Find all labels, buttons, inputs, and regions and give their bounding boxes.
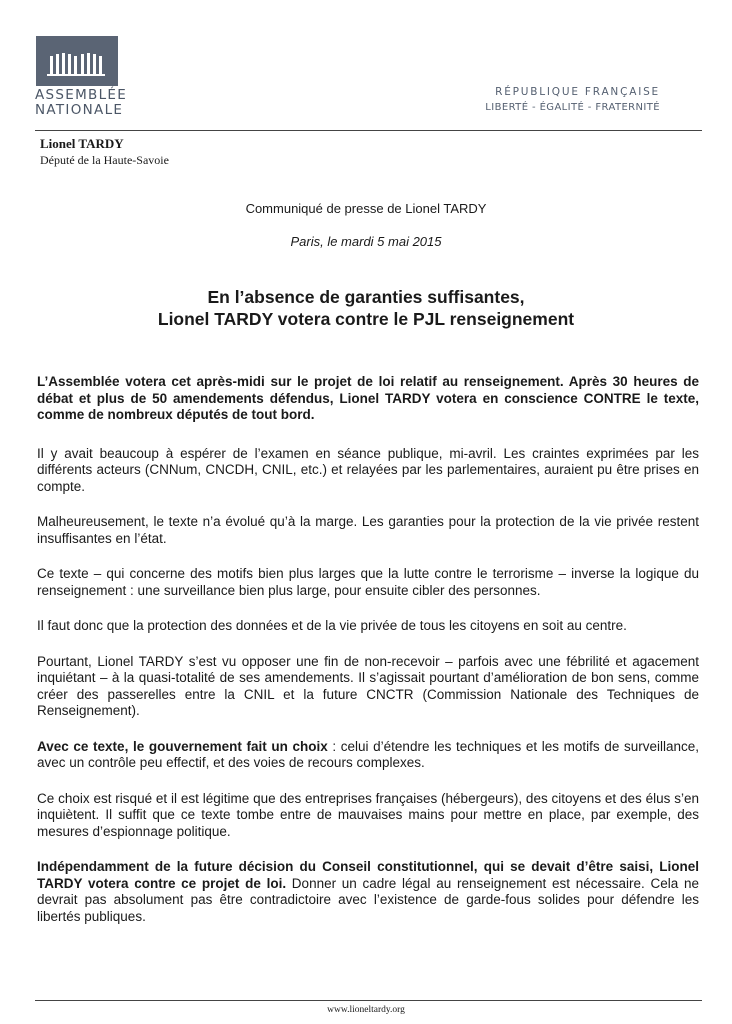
paragraph-6: Pourtant, Lionel TARDY s’est vu opposer une fin de non-recevoir – parfois avec une fébrilité et agacement inquiétant – à la quasi-totalité de ses amendements. Il s’agissait pourtant d’amélioration de bon sens, comme créer des passerelles entre la CNIL et la future CNCTR (Commission Nationale des Techniques de Renseignement). <box>37 653 699 718</box>
author-block <box>40 135 169 168</box>
logo-text <box>35 88 127 118</box>
paragraph-4: Ce texte – qui concerne des motifs bien plus larges que la lutte contre le terrorisme – inverse la logique du renseignement : une surveillance bien plus large, pour ensuite cibler des personnes. <box>37 566 699 598</box>
author-role: Député de la Haute-Savoie <box>40 153 169 167</box>
page-title <box>0 286 732 330</box>
republique-text: RÉPUBLIQUE FRANÇAISE <box>495 86 660 98</box>
logo-line2: NATIONALE <box>35 102 124 118</box>
logo-line1: ASSEMBLÉE <box>35 87 128 103</box>
devise-text: LIBERTÉ - ÉGALITÉ - FRATERNITÉ <box>485 102 660 113</box>
paragraph-9 <box>37 859 699 925</box>
paragraph-2: Il y avait beaucoup à espérer de l’examen en séance publique, mi-avril. Les craintes exprimées par les différents acteurs (CNNum, CNCDH, CNIL, etc.) et relayées par les parlementaires, auraient pu être prises en compte. <box>37 445 699 494</box>
paragraph-7-bold: Avec ce texte, le gouvernement fait un choix <box>37 738 328 754</box>
footer-divider <box>35 1000 702 1001</box>
author-name: Lionel TARDY <box>40 136 124 151</box>
paragraph-8: Ce choix est risqué et il est légitime que des entreprises françaises (hébergeurs), des citoyens et des élus s’en inquiètent. Il suffit que ce texte tombe entre de mauvaises mains pour mettre en place, par exemple, des mesures d’espionnage politique. <box>37 790 699 839</box>
paragraph-3: Malheureusement, le texte n’a évolué qu’à la marge. Les garanties pour la protection de la vie privée restent insuffisantes en l’état. <box>37 514 699 546</box>
republique-block <box>485 85 660 115</box>
assemblee-logo-icon <box>36 36 118 86</box>
paragraph-5: Il faut donc que la protection des données et de la vie privée de tous les citoyens en soit au centre. <box>37 618 627 633</box>
article-body <box>37 374 699 944</box>
footer-url: www.lioneltardy.org <box>327 1005 405 1015</box>
lead-paragraph: L’Assemblée votera cet après-midi sur le projet de loi relatif au renseignement. Après 30 heures de débat et plus de 50 amendements défendus, Lionel TARDY votera en conscience CONTRE le texte, comme de nombreux députés de tout bord. <box>37 374 699 422</box>
paragraph-9-rest: Donner un cadre légal au renseignement est nécessaire. Cela ne devrait pas absolument pas être contradictoire avec l’existence de garde-fous solides pour défendre les libertés publiques. <box>37 875 699 924</box>
paragraph-7-rest: : celui d’étendre les techniques et les motifs de surveillance, avec un contrôle peu effectif, et des voies de recours complexes. <box>37 738 699 770</box>
title-line1: En l’absence de garanties suffisantes, <box>207 287 525 307</box>
communique-label: Communiqué de presse de Lionel TARDY <box>245 201 487 216</box>
paragraph-7 <box>37 739 699 772</box>
paragraph-9-bold: Indépendamment de la future décision du Conseil constitutionnel, qui se devait d’être saisi, Lionel TARDY votera contre ce projet de loi. <box>37 859 699 891</box>
dateline: Paris, le mardi 5 mai 2015 <box>290 234 442 249</box>
header-divider <box>35 130 702 131</box>
title-line2: Lionel TARDY votera contre le PJL renseignement <box>157 309 575 329</box>
